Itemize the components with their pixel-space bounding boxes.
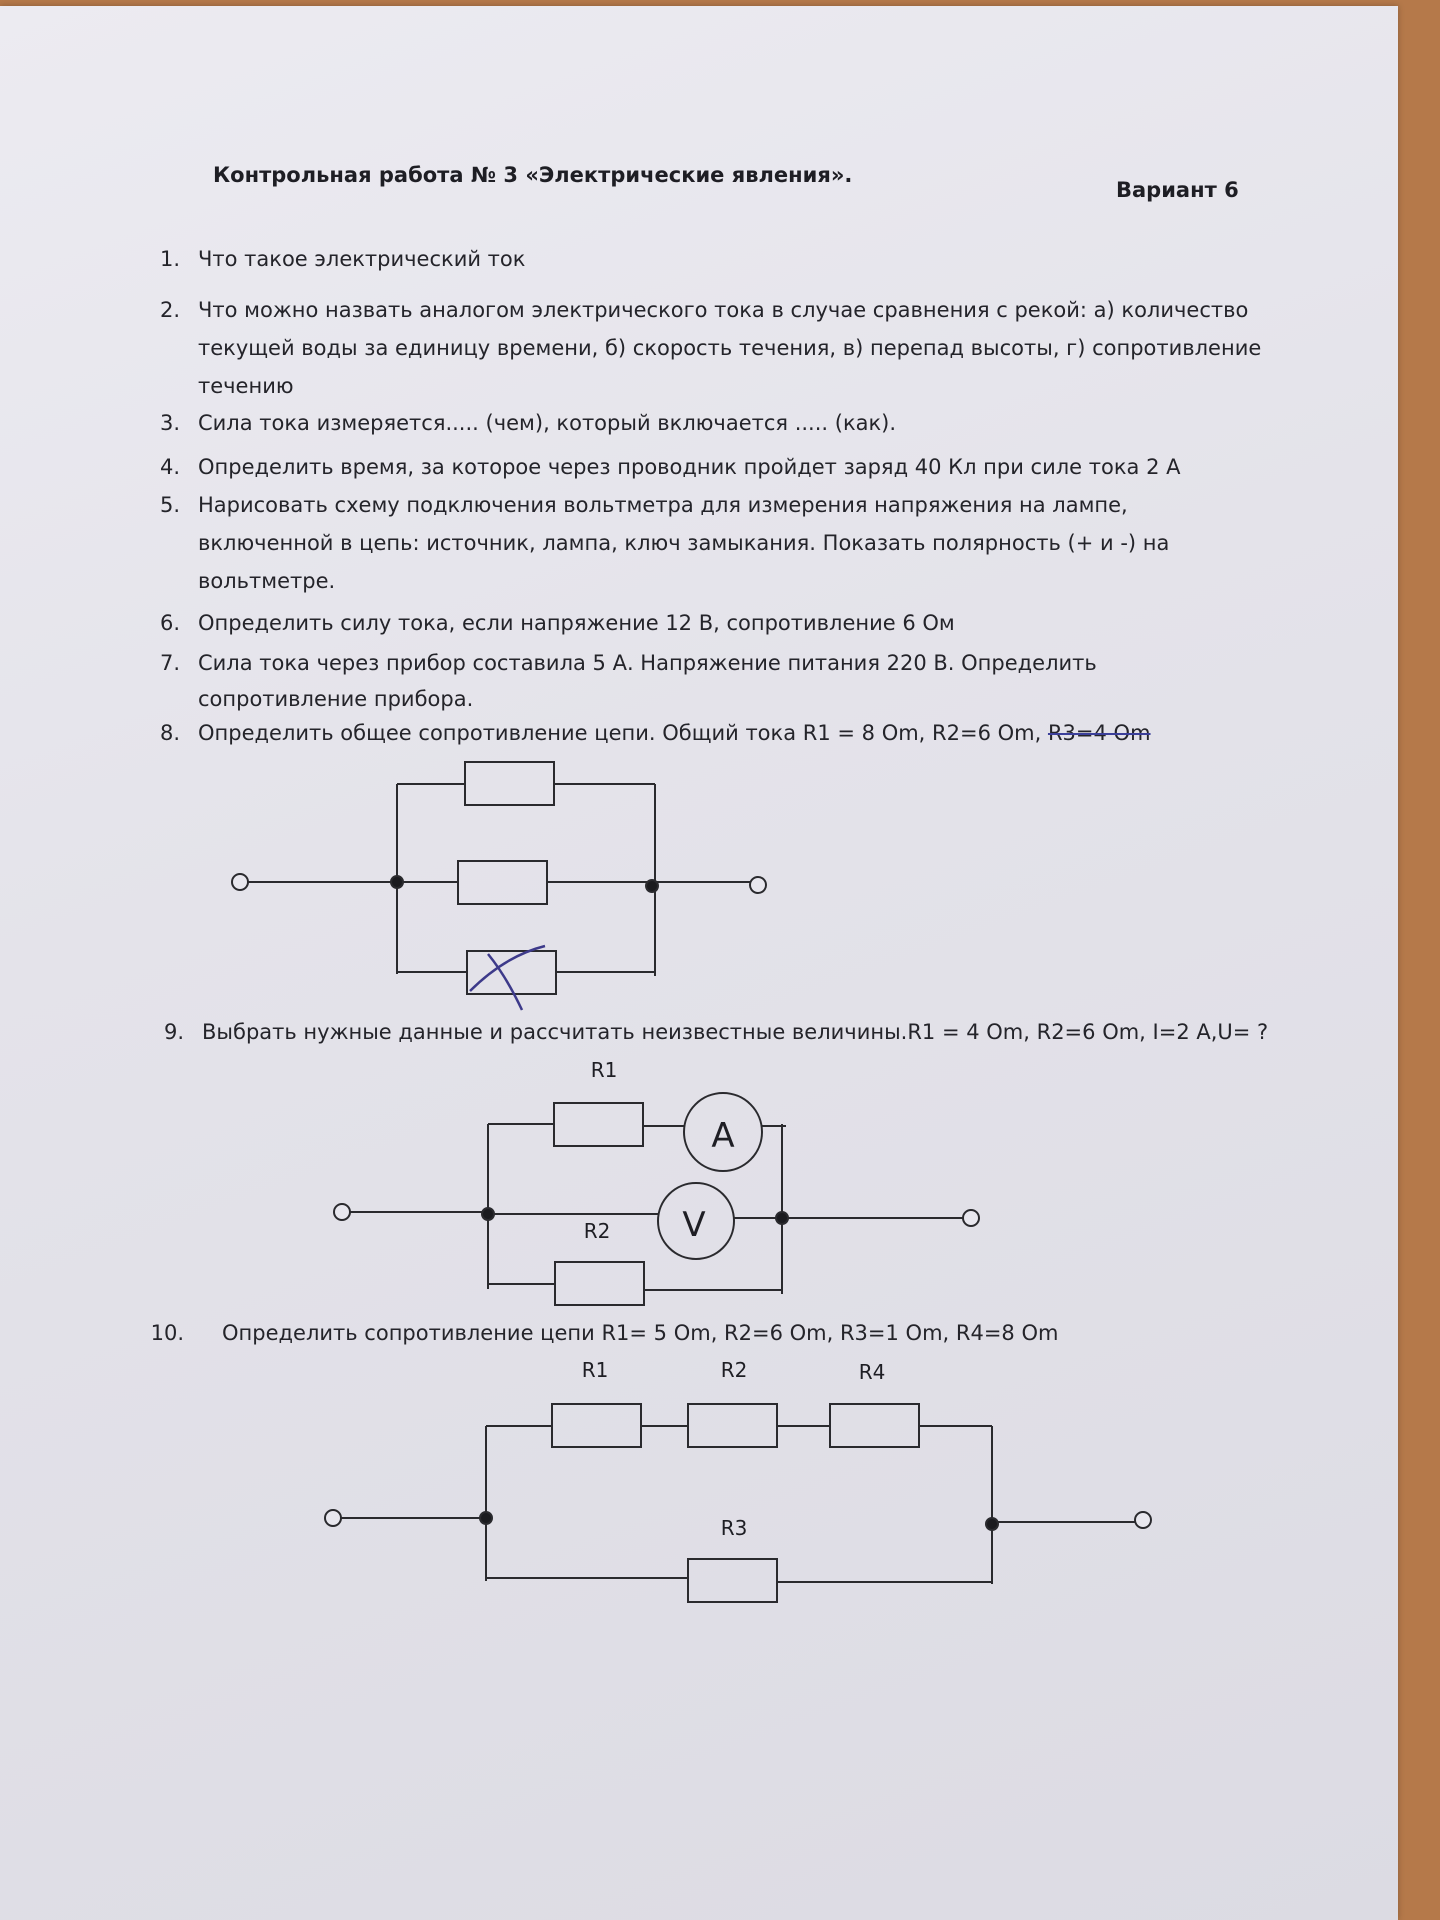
- voltmeter-label: V: [682, 1205, 706, 1245]
- r4-label-q10: R4: [858, 1360, 886, 1384]
- r2-label-q9: R2: [583, 1219, 611, 1243]
- worksheet-page: Контрольная работа № 3 «Электрические явления». Вариант 6 1. Что такое электрический ток 2. Что можно назвать аналогом электрического тока в случае сравнения с рекой: а) количество текущей воды за единицу времени, б) скорость течения, в) перепад высоты, г) сопротивление течению 3. Сила тока измеряется..... (чем), который включается ..... (как). 4. Определить время, за которое через проводник пройдет заряд 40 Кл при силе тока 2 А 5. Нарисовать схему подключения вольтметра для измерения напряжения на лампе, включенной в цепь: источник, лампа, ключ замыкания. Показать полярность (+ и -) на вольтметре. 6. Определить силу тока, если напряжение 12 В, сопротивление 6 Ом 7. Сила тока через прибор составила 5 А. Напряжение питания 220 В. Определить сопротивление прибора. 8. Определить общее сопротивление цепи. Общий тока R1 = 8 Om, R2=6 Om, R3=4 Om 9. Выбрать нужные данные и рассчитать неизвестные величины.R1 = 4 Om, R2=6 Om, I=2 A,U= ? 10. Определить сопротивление цепи R1= 5 Om, R2=6 Om, R3=1 Om, R4=8 Om A V R1 R2 R1 R2 R4 R3: [0, 6, 1398, 1920]
- variant-label: Вариант 6: [1116, 178, 1239, 202]
- terminal-q10-right: [1135, 1512, 1151, 1528]
- junction-q10-left: [480, 1512, 492, 1524]
- r1-label-q9: R1: [590, 1058, 618, 1082]
- circuit-q10: [0, 6, 1398, 1920]
- r1-label-q10: R1: [581, 1358, 609, 1382]
- ammeter-label: A: [711, 1116, 735, 1156]
- struck-out-text: R3=4 Om: [1047, 721, 1151, 745]
- resistor-q10-r1: [552, 1404, 641, 1447]
- worksheet-title: Контрольная работа № 3 «Электрические явления».: [213, 163, 853, 187]
- r3-label-q10: R3: [720, 1516, 748, 1540]
- resistor-q10-r2: [688, 1404, 777, 1447]
- resistor-q10-r4: [830, 1404, 919, 1447]
- circuit-q10-wires: [340, 1426, 1138, 1584]
- resistor-q10-r3: [688, 1559, 777, 1602]
- junction-q10-right: [986, 1518, 998, 1530]
- r2-label-q10: R2: [720, 1358, 748, 1382]
- terminal-q10-left: [325, 1510, 341, 1526]
